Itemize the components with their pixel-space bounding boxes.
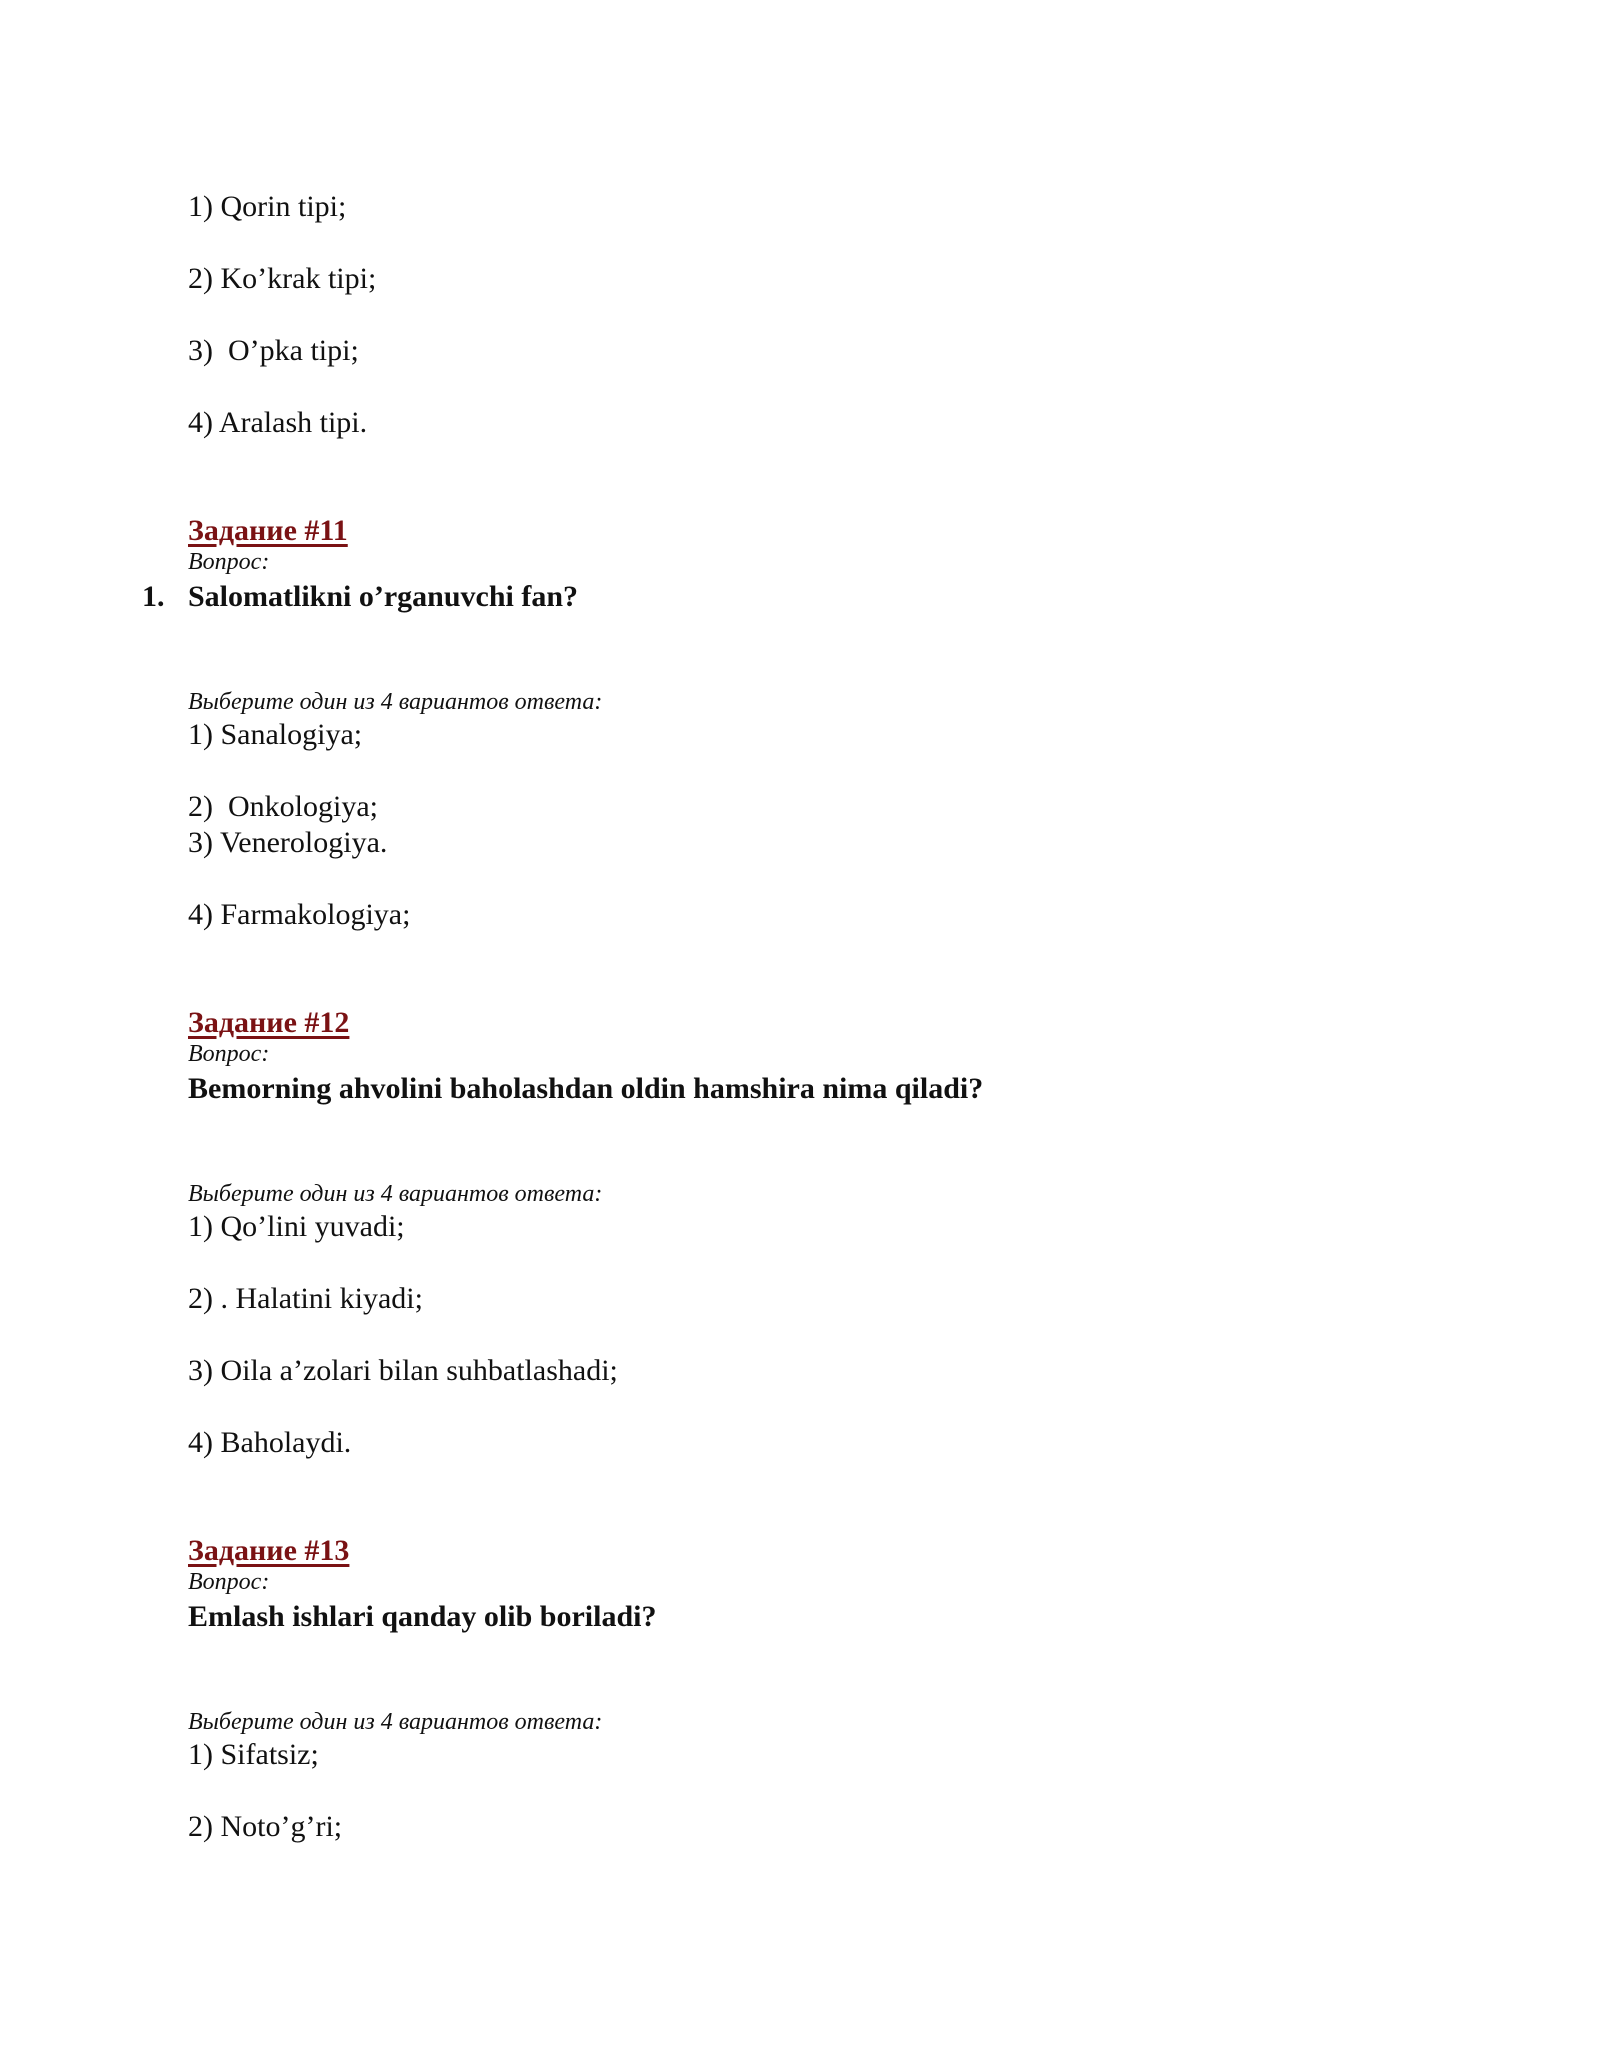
option-item: 3) O’pka tipi; (188, 334, 359, 367)
option-item: 2) Ko’krak tipi; (188, 262, 377, 295)
option-item: 1) Qo’lini yuvadi; (188, 1210, 405, 1243)
answer-prompt: Выберите один из 4 вариантов ответа: (188, 1709, 603, 1735)
question-text: Salomatlikni o’rganuvchi fan? (188, 580, 579, 613)
option-item: 2) Noto’g’ri; (188, 1810, 343, 1843)
question-label: Вопрос: (188, 1041, 270, 1067)
task-heading: Задание #12 (188, 1006, 350, 1039)
option-item: 1) Sifatsiz; (188, 1738, 319, 1771)
question-label: Вопрос: (188, 549, 270, 575)
question-label: Вопрос: (188, 1569, 270, 1595)
answer-prompt: Выберите один из 4 вариантов ответа: (188, 689, 603, 715)
option-item: 4) Baholaydi. (188, 1426, 352, 1459)
task-heading: Задание #11 (188, 514, 348, 547)
question-number: 1. (142, 580, 165, 613)
option-item: 4) Farmakologiya; (188, 898, 411, 931)
option-item: 2) Onkologiya; (188, 790, 378, 823)
option-item: 2) . Halatini kiyadi; (188, 1282, 423, 1315)
option-item: 3) Venerologiya. (188, 826, 388, 859)
option-item: 4) Aralash tipi. (188, 406, 368, 439)
answer-prompt: Выберите один из 4 вариантов ответа: (188, 1181, 603, 1207)
option-item: 1) Sanalogiya; (188, 718, 363, 751)
option-item: 1) Qorin tipi; (188, 190, 347, 223)
task-heading: Задание #13 (188, 1534, 350, 1567)
question-text: Emlash ishlari qanday olib boriladi? (188, 1600, 657, 1633)
question-text: Bemorning ahvolini baholashdan oldin hamshira nima qiladi? (188, 1072, 984, 1105)
option-item: 3) Oila a’zolari bilan suhbatlashadi; (188, 1354, 618, 1387)
